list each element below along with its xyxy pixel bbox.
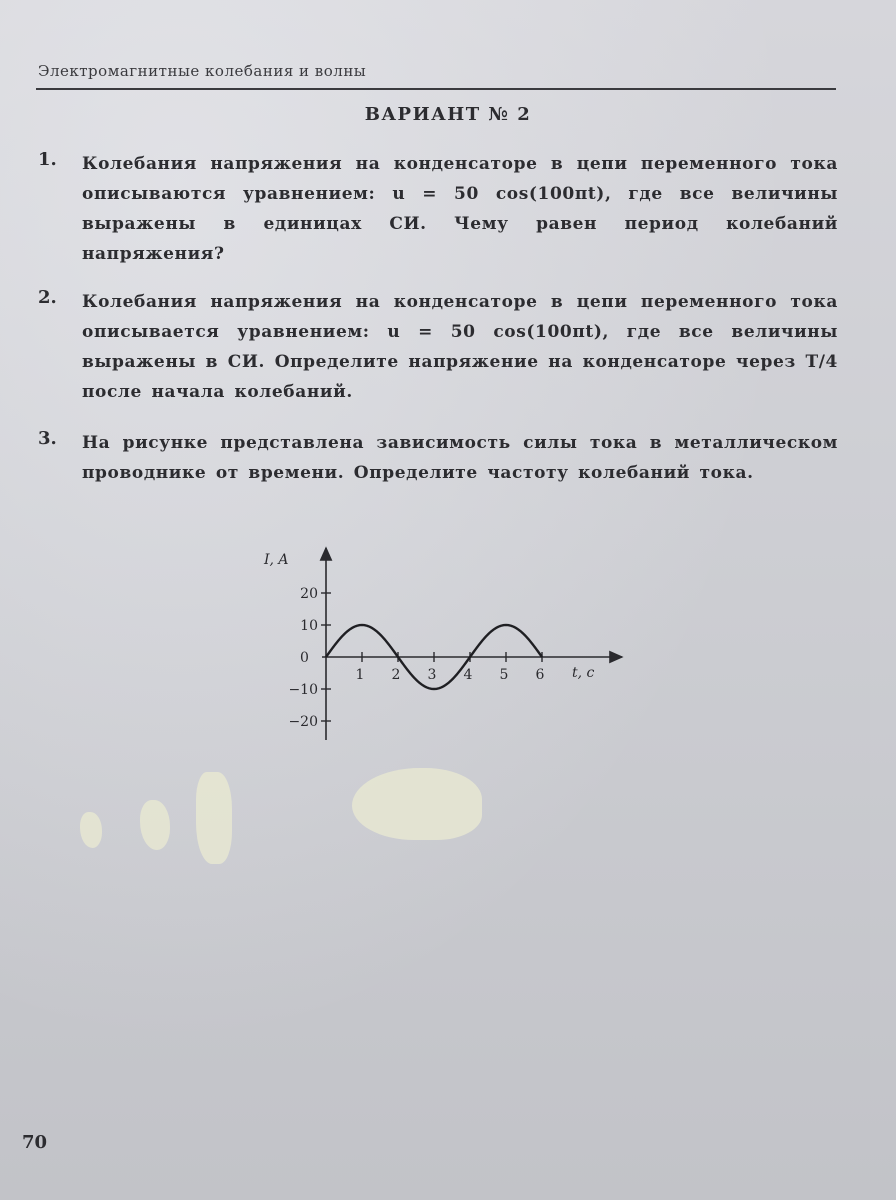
problem-number: 1. — [38, 149, 57, 170]
problem-number: 2. — [38, 287, 57, 308]
x-tick-label: 1 — [355, 667, 365, 683]
x-tick-label: 3 — [427, 667, 437, 683]
y-tick-label: 20 — [300, 586, 318, 602]
x-axis-label: t, c — [572, 665, 595, 681]
current-time-graph — [250, 540, 630, 750]
y-tick-label: 10 — [300, 618, 318, 634]
x-tick-label: 4 — [463, 667, 473, 683]
problem-3 — [38, 428, 838, 488]
x-tick-label: 2 — [391, 667, 401, 683]
header-rule — [36, 88, 836, 90]
y-tick-label: −20 — [288, 714, 318, 730]
problem-text: Колебания напряжения на конденсаторе в цепи переменного тока описываются уравнением: u = 50 cos(100πt), где все величины выражены в единицах СИ. Чему равен период колебаний напряжения? — [82, 154, 838, 264]
problem-text: Колебания напряжения на конденсаторе в цепи переменного тока описывается уравнением: u = 50 cos(100πt), где все величины выражены в СИ. Определите напряжение на конденсаторе через T/4 после начала колебаний. — [82, 292, 838, 402]
y-axis-label: I, A — [264, 552, 289, 568]
page-number: 70 — [22, 1132, 48, 1153]
ink-blot — [140, 800, 170, 850]
problem-number: 3. — [38, 428, 57, 449]
origin-label: 0 — [300, 650, 309, 666]
problem-2 — [38, 287, 838, 407]
y-tick-label: −10 — [288, 682, 318, 698]
ink-blot — [352, 768, 482, 840]
x-tick-label: 6 — [535, 667, 545, 683]
x-tick-label: 5 — [499, 667, 509, 683]
variant-title: ВАРИАНТ № 2 — [364, 104, 532, 125]
running-head: Электромагнитные колебания и волны — [38, 62, 367, 80]
ink-blot — [196, 772, 232, 864]
ink-blot — [80, 812, 102, 848]
problem-1 — [38, 149, 838, 269]
problem-text: На рисунке представлена зависимость силы тока в металлическом проводнике от времени. Определите частоту колебаний тока. — [82, 433, 838, 483]
